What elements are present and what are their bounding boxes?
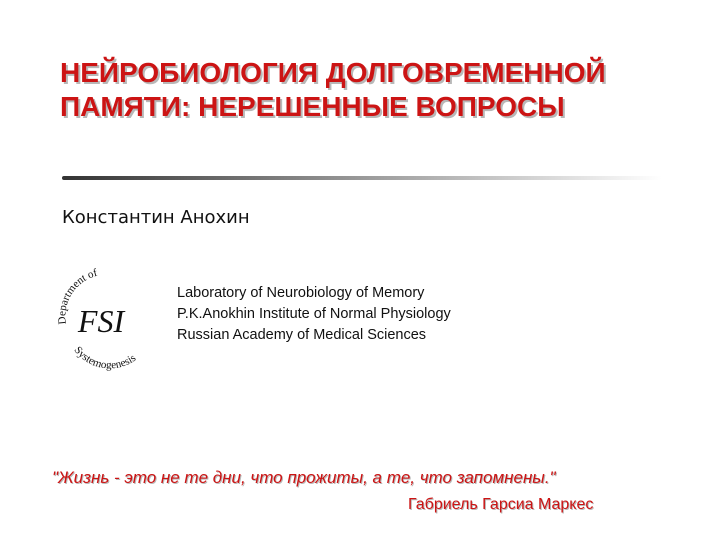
epigraph-quote: "Жизнь - это не те дни, что прожиты, а те, что запомнены." [52, 468, 556, 487]
affiliation-academy: Russian Academy of Medical Sciences [177, 327, 427, 343]
gradient-divider [62, 176, 662, 180]
author-name: Константин Анохин [62, 207, 250, 228]
epigraph-author: Габриель Гарсиа Маркес [408, 496, 594, 513]
department-logo [52, 262, 162, 372]
title-line-1: НЕЙРОБИОЛОГИЯ ДОЛГОВРЕМЕННОЙ [60, 57, 606, 88]
logo-center-text: FSI [77, 303, 125, 339]
affiliation-institute: P.K.Anokhin Institute of Normal Physiology [177, 306, 451, 322]
affiliation-lab: Laboratory of Neurobiology of Memory [177, 285, 425, 301]
slide-title [60, 56, 700, 124]
logo-arc-bottom-text: Systemogenesis [71, 344, 139, 372]
affiliation-block [177, 283, 451, 346]
logo-arc-top-text: Department of [56, 266, 99, 325]
title-line-2: ПАМЯТИ: НЕРЕШЕННЫЕ ВОПРОСЫ [60, 91, 565, 122]
